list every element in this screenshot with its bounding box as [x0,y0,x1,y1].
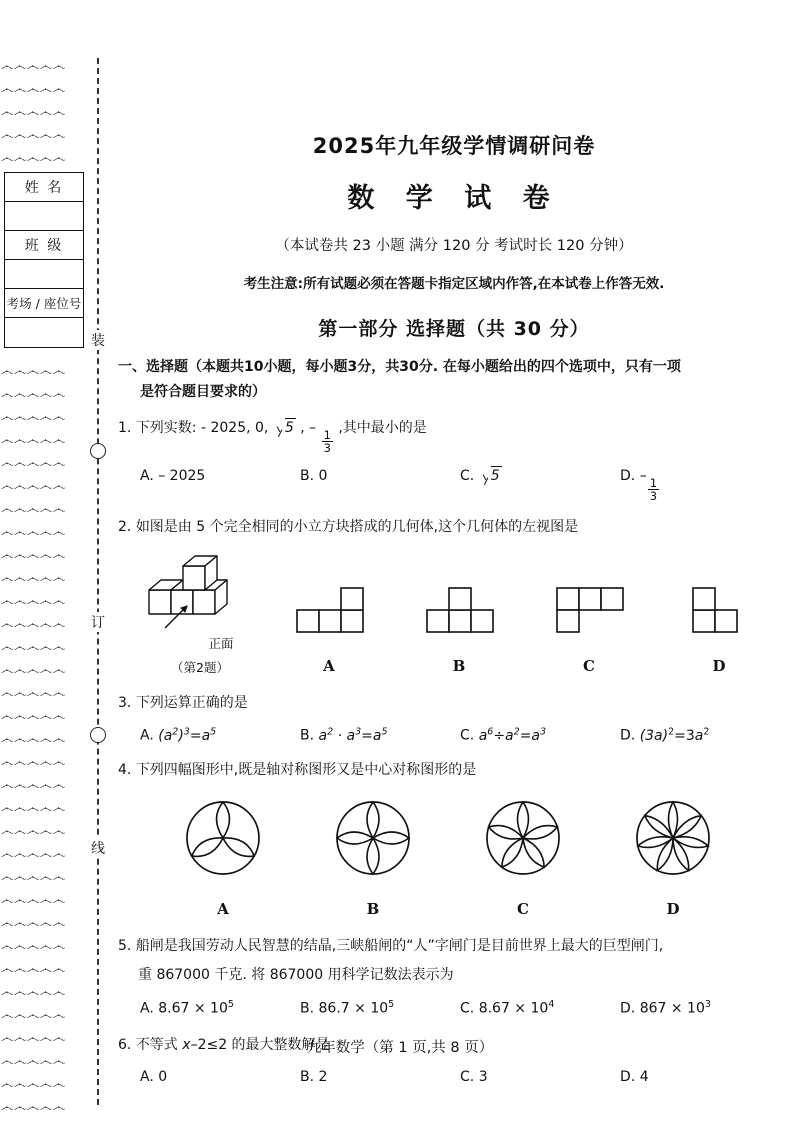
exam-body [118,55,790,1089]
question-1 [118,417,790,503]
question-6-number: 6. [118,1036,132,1053]
question-4-number: 4. [118,762,132,779]
shape-option-a[interactable] [264,576,394,677]
option-d-label: D. [620,1069,636,1086]
decorative-wave-row: ෴෴෴෴෴ [0,456,66,471]
option-b-label: B. [300,727,315,744]
info-field-label [5,289,83,318]
decorative-wave-row: ෴෴෴෴෴ [0,1031,66,1046]
option-c-value: 3 [478,1069,488,1086]
question-2-number: 2. [118,519,132,535]
option-d[interactable] [620,997,711,1020]
shape-option-a-label: A [323,656,335,675]
option-a-label: A. [140,1069,154,1086]
rosette-7-petal-icon [629,794,717,882]
shape-option-d[interactable] [654,576,784,677]
info-field-label [5,173,83,202]
option-b-label: B. [300,1069,315,1086]
question-1-number: 1. [118,420,132,436]
circle-option-c[interactable] [448,794,598,921]
section-instructions-line1: 一、选择题（本题共10小题，每小题3分，共30分. 在每小题给出的四个选项中，只有一项 [118,359,681,375]
decorative-wave-row: ෴෴෴෴෴ [0,847,66,862]
decorative-wave-row: ෴෴෴෴෴ [0,502,66,517]
question-3-number: 3. [118,694,132,711]
circle-option-label: B [366,900,380,918]
option-c-label: C. [460,468,475,484]
shape-option-c[interactable] [524,576,654,677]
decorative-wave-row: ෴෴෴෴෴ [0,640,66,655]
option-a-label: A. [140,727,154,744]
shape-option-b-label: B [452,656,466,675]
binding-mark-zhuang: 装 [86,330,110,350]
decorative-wave-row: ෴෴෴෴෴ [0,128,66,143]
option-b[interactable] [300,1066,460,1088]
decorative-wave-row: ෴෴෴෴෴ [0,387,66,402]
candidate-notice: 考生注意:所有试题必须在答题卡指定区域内作答,在本试卷上作答无效. [243,276,665,292]
question-3-stem-text: 下列运算正确的是 [135,694,248,711]
decorative-wave-row: ෴෴෴෴෴ [0,433,66,448]
question-1-options [118,465,790,503]
cube-stack-icon [141,548,259,630]
fraction [322,429,333,455]
option-c[interactable]: C. $a^6\div a^2=a^3$ [460,726,547,744]
decorative-wave-row: ෴෴෴෴෴ [0,59,66,74]
option-a-base: 8.67 × 10 [158,1000,228,1017]
option-d[interactable] [620,1066,649,1088]
question-6-options [118,1066,790,1088]
decorative-wave-row: ෴෴෴෴෴ [0,82,66,97]
option-c-exponent: 4 [548,998,555,1010]
binding-mark-xian: 线 [86,838,110,858]
page-footer: 九年数学（第 1 页,共 8 页） [306,1040,494,1056]
option-c-base: 8.67 × 10 [478,1000,549,1017]
circle-option-d[interactable] [598,794,748,921]
option-d-denominator: 3 [649,488,658,503]
info-label-text: 姓 名 [24,180,64,196]
question-5-options [118,997,790,1020]
option-a-label: A. [140,1000,154,1017]
decorative-wave-row: ෴෴෴෴෴ [0,410,66,425]
circle-option-a[interactable] [148,794,298,921]
question-4 [118,759,790,921]
option-c-label: C. [460,1069,475,1086]
question-2 [118,516,790,678]
decorative-wave-row: ෴෴෴෴෴ [0,870,66,885]
question-2-stem-text: 如图是由 5 个完全相同的小立方块搭成的几何体,这个几何体的左视图是 [135,519,579,535]
shape-option-b[interactable] [394,576,524,677]
question-5-stem-text1: 船闸是我国劳动人民智慧的结晶,三峡船闸的“人”字闸门是目前世界上最大的巨型闸门, [135,938,664,954]
question-5-number: 5. [118,938,132,954]
info-field-input[interactable] [5,318,83,347]
info-label-text: 班 级 [24,238,64,254]
binding-hole-bottom [90,727,106,743]
question-3-options [118,724,790,747]
question-2-front-label: 正面 [208,635,234,651]
info-field-input[interactable] [5,260,83,289]
section-instructions [118,355,790,404]
decorative-wave-row: ෴෴෴෴෴ [0,364,66,379]
option-b-label: B. [300,468,315,484]
option-c-sqrt-value: 5 [490,468,500,484]
circle-option-label: C [517,900,529,918]
question-5 [118,935,790,1020]
decorative-wave-row: ෴෴෴෴෴ [0,916,66,931]
option-b-value: 0 [318,468,328,484]
shape-option-c-label: C [583,656,595,675]
decorative-wave-row: ෴෴෴෴෴ [0,686,66,701]
decorative-wave-row: ෴෴෴෴෴ [0,824,66,839]
decorative-wave-row: ෴෴෴෴෴ [0,732,66,747]
info-field-label [5,231,83,260]
option-c-label: C. [460,1000,475,1017]
question-5-stem-line1 [118,935,790,957]
question-1-stem-prefix: 下列实数: - 2025, 0, [135,420,273,436]
option-b[interactable] [300,997,460,1020]
rosette-4-petal-icon [329,794,417,882]
binding-mark-ding: 订 [86,612,110,632]
decorative-wave-row: ෴෴෴෴෴ [0,1077,66,1092]
option-c[interactable] [460,465,620,503]
circle-option-label: A [217,900,229,918]
binding-dashed-line [97,58,99,1105]
option-b-exponent: 5 [388,998,395,1010]
decorative-wave-row: ෴෴෴෴෴ [0,594,66,609]
question-6-stem-suffix: –2≤2 的最大整数解是 [190,1036,330,1053]
option-a-exponent: 5 [227,998,234,1010]
option-d[interactable]: D. – $\frac{1}{3}$ [620,468,658,503]
option-d-base: 867 × 10 [639,1000,705,1017]
decorative-wave-row: ෴෴෴෴෴ [0,1054,66,1069]
question-4-stem-text: 下列四幅图形中,既是轴对称图形又是中心对称图形的是 [135,762,477,779]
decorative-wave-column-lower [2,360,84,1119]
decorative-wave-row: ෴෴෴෴෴ [0,1100,66,1115]
decorative-wave-row: ෴෴෴෴෴ [0,525,66,540]
left-view-shape-c-icon [547,576,631,638]
shape-option-d-label: D [712,656,726,675]
left-view-shape-a-icon [287,576,371,638]
info-field-input[interactable] [5,202,83,231]
option-a[interactable]: A. $(a^2)^3=a^5$ [140,726,217,744]
option-d[interactable]: D. $(3a)^2=3a^2$ [620,726,710,744]
option-a-value: – 2025 [158,468,206,484]
question-2-figures [118,548,790,677]
binding-hole-top [90,443,106,459]
left-view-shape-b-icon [417,576,501,638]
rosette-3-petal-icon [179,794,267,882]
subject-title: 数 学 试 卷 [347,183,561,214]
question-2-stem [118,516,790,538]
rosette-5-petal-icon [479,794,567,882]
decorative-wave-row: ෴෴෴෴෴ [0,778,66,793]
option-d-exponent: 3 [704,998,711,1010]
student-info-table [4,172,84,348]
sqrt-icon [275,417,294,439]
question-6-variable: x [182,1036,191,1053]
option-d-numerator: 1 [649,475,658,490]
fraction [648,477,659,503]
question-4-stem [118,759,790,781]
option-a-label: A. [140,468,154,484]
question-1-stem-mid: , – [300,420,321,436]
option-a[interactable] [140,465,300,503]
page-title: 2025年九年级学情调研问卷 [312,134,596,158]
option-a[interactable] [140,1066,300,1088]
option-c[interactable] [460,997,620,1020]
option-d-label: D. [620,727,636,744]
circle-option-b[interactable] [298,794,448,921]
sqrt-icon [481,465,500,487]
question-2-figure-caption: （第2题） [171,659,229,675]
question-1-stem-suffix: ,其中最小的是 [338,420,427,436]
question-3-stem [118,692,790,714]
binding-sidebar [0,55,108,1115]
decorative-wave-row: ෴෴෴෴෴ [0,939,66,954]
decorative-wave-row: ෴෴෴෴෴ [0,151,66,166]
decorative-wave-row: ෴෴෴෴෴ [0,105,66,120]
question-3 [118,692,790,747]
exam-meta: （本试卷共 23 小题 满分 120 分 考试时长 120 分钟） [275,238,633,254]
circle-option-label: D [666,900,680,918]
decorative-wave-row: ෴෴෴෴෴ [0,617,66,632]
decorative-wave-row: ෴෴෴෴෴ [0,709,66,724]
option-b[interactable]: B. $a^2 \cdot a^3=a^5$ [300,726,388,744]
option-b-value: 2 [318,1069,328,1086]
decorative-wave-row: ෴෴෴෴෴ [0,985,66,1000]
option-b-label: B. [300,1000,315,1017]
question-1-stem [118,417,790,455]
decorative-wave-row: ෴෴෴෴෴ [0,548,66,563]
decorative-wave-row: ෴෴෴෴෴ [0,755,66,770]
left-view-shape-d-icon [677,576,761,638]
cube-solid-figure [136,548,264,677]
fraction-denominator: 3 [323,440,331,455]
option-d-label: D. [620,1000,636,1017]
option-d-label: D. [620,468,636,484]
decorative-wave-row: ෴෴෴෴෴ [0,801,66,816]
section-instructions-line2: 是符合题目要求的） [140,383,266,400]
question-6-stem-prefix: 不等式 [135,1036,183,1053]
question-1-sqrt-value: 5 [284,420,294,436]
option-c[interactable] [460,1066,620,1088]
decorative-wave-row: ෴෴෴෴෴ [0,962,66,977]
option-a[interactable] [140,997,300,1020]
option-b[interactable] [300,465,460,503]
fraction-numerator: 1 [323,427,331,442]
part-heading: 第一部分 选择题（共 30 分） [318,318,590,340]
decorative-wave-column [2,55,84,170]
decorative-wave-row: ෴෴෴෴෴ [0,893,66,908]
option-a-value: 0 [158,1069,168,1086]
question-4-options [118,794,790,921]
option-c-label: C. [460,727,475,744]
option-b-base: 86.7 × 10 [318,1000,389,1017]
decorative-wave-row: ෴෴෴෴෴ [0,479,66,494]
question-5-stem-line2: 重 867000 千克. 将 867000 用科学记数法表示为 [138,967,454,984]
decorative-wave-row: ෴෴෴෴෴ [0,1008,66,1023]
info-label-text: 考场 / 座位号 [6,296,82,311]
decorative-wave-row: ෴෴෴෴෴ [0,663,66,678]
decorative-wave-row: ෴෴෴෴෴ [0,571,66,586]
option-d-value: 4 [639,1069,649,1086]
